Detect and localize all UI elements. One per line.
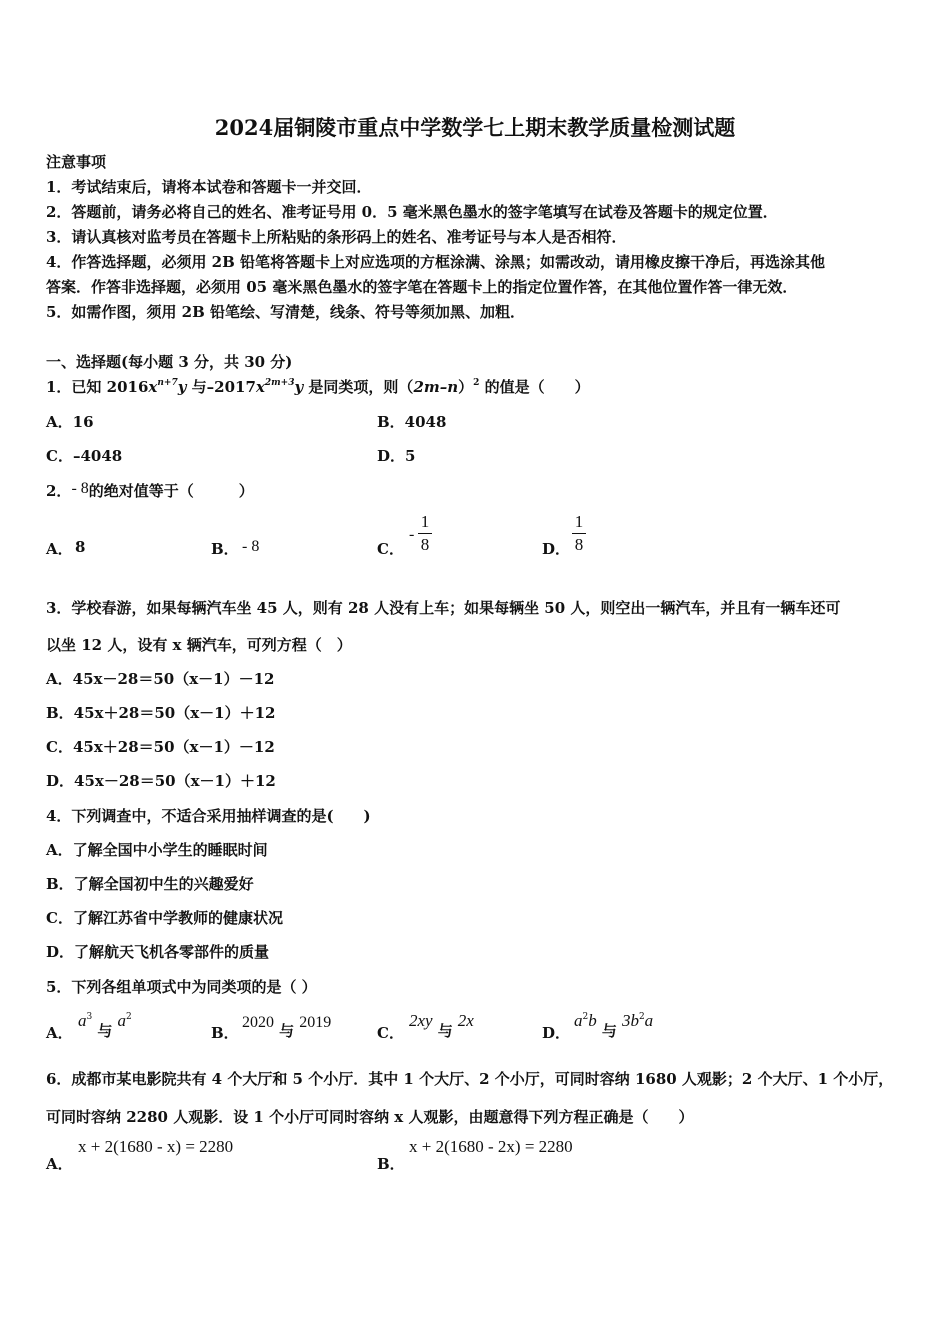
notice-heading: 注意事项 bbox=[46, 153, 107, 171]
notice-line-1: 1．考试结束后，请将本试卷和答题卡一并交回． bbox=[46, 178, 372, 196]
q5-b-and: 与 bbox=[279, 1022, 295, 1040]
q2-c-numerator: 1 bbox=[420, 512, 430, 531]
q5-d-base-1: a bbox=[574, 1011, 583, 1030]
q3-option-b[interactable]: B．45x＋28＝50（x－1）＋12 bbox=[46, 704, 276, 722]
q1-text-2: 与–2017 bbox=[186, 378, 256, 396]
q2-number: - 8 bbox=[71, 480, 89, 497]
q2-option-c-sign: - bbox=[409, 526, 415, 543]
q1-var-y2: y bbox=[294, 378, 304, 396]
q2-label-d[interactable]: D． bbox=[542, 540, 571, 558]
q4-option-b[interactable]: B．了解全国初中生的兴趣爱好 bbox=[46, 875, 254, 893]
q1-var-x2: x bbox=[255, 378, 265, 396]
q5-label-a[interactable]: A． bbox=[46, 1024, 73, 1042]
q4-option-c[interactable]: C．了解江苏省中学教师的健康状况 bbox=[46, 909, 283, 927]
q2-prefix: 2． bbox=[46, 482, 72, 500]
q1-var-x1: x bbox=[148, 378, 158, 396]
q5-d-var-b: b bbox=[588, 1011, 597, 1030]
q5-label-d[interactable]: D． bbox=[542, 1024, 571, 1042]
q2-d-fraction-bar bbox=[572, 533, 586, 534]
section-heading: 一、选择题(每小题 3 分，共 30 分) bbox=[46, 353, 293, 371]
q6-option-b[interactable]: x + 2(1680 - 2x) = 2280 bbox=[409, 1137, 573, 1156]
q6-stem-line-1: 6．成都市某电影院共有 4 个大厅和 5 个小厅．其中 1 个大厅、2 个小厅，可同时容纳 1680 人观影；2 个大厅、1 个小厅， bbox=[46, 1070, 894, 1088]
q2-d-numerator: 1 bbox=[574, 512, 584, 531]
q3-stem-line-1: 3．学校春游，如果每辆汽车坐 45 人，则有 28 人没有上车；如果每辆坐 50 人，则空出一辆汽车，并且有一辆车还可 bbox=[46, 599, 841, 617]
q5-d-exp-2: 2 bbox=[638, 1012, 645, 1022]
q6-label-b[interactable]: B． bbox=[377, 1155, 405, 1173]
q3-option-c[interactable]: C．45x＋28＝50（x－1）－12 bbox=[46, 738, 275, 756]
q5-option-c[interactable] bbox=[409, 1010, 474, 1040]
q5-option-a[interactable] bbox=[78, 1010, 132, 1040]
q5-d-and: 与 bbox=[601, 1022, 617, 1040]
notice-line-5: 答案．作答非选择题，必须用 05 毫米黑色墨水的签字笔在答题卡上的指定位置作答，在其他位置作答一律无效． bbox=[46, 278, 798, 296]
q5-a-and: 与 bbox=[97, 1022, 113, 1040]
q2-text: 的绝对值等于（ ） bbox=[88, 482, 254, 500]
q1-text-3: 是同类项，则（ bbox=[303, 378, 414, 396]
q5-d-var-a: a bbox=[644, 1011, 654, 1030]
q1-option-d[interactable]: D．5 bbox=[377, 447, 416, 465]
q6-label-a[interactable]: A． bbox=[46, 1155, 73, 1173]
q5-d-term-2: 3b bbox=[621, 1011, 639, 1030]
q5-d-exp-1: 2 bbox=[582, 1012, 589, 1022]
q2-option-b[interactable]: - 8 bbox=[242, 538, 260, 555]
q5-a-exp-1: 3 bbox=[86, 1012, 93, 1022]
q5-option-b[interactable] bbox=[242, 1011, 332, 1040]
q3-stem-line-2: 以坐 12 人，设有 x 辆汽车，可列方程（ ） bbox=[46, 636, 352, 654]
q5-b-term-1: 2020 bbox=[242, 1014, 274, 1031]
q5-a-base-1: a bbox=[78, 1011, 87, 1030]
q4-option-a[interactable]: A．了解全国中小学生的睡眠时间 bbox=[46, 841, 268, 859]
notice-line-4: 4．作答选择题，必须用 2B 铅笔将答题卡上对应选项的方框涂满、涂黑；如需改动，请用橡皮擦干净后，再选涂其他 bbox=[46, 253, 826, 271]
page-title: 2024届铜陵市重点中学数学七上期末教学质量检测试题 bbox=[214, 115, 736, 140]
q1-text-4: ） bbox=[458, 378, 474, 396]
q5-option-d[interactable] bbox=[574, 1010, 654, 1040]
q1-option-b[interactable]: B．4048 bbox=[377, 413, 447, 431]
q1-square: 2 bbox=[473, 378, 480, 388]
q1-text-5: 的值是（ ） bbox=[479, 378, 590, 396]
q2-label-a[interactable]: A． bbox=[46, 540, 73, 558]
q2-label-b[interactable]: B． bbox=[211, 540, 239, 558]
q5-a-base-2: a bbox=[117, 1011, 126, 1030]
q3-option-a[interactable]: A．45x－28＝50（x－1）－12 bbox=[46, 670, 275, 688]
notice-line-3: 3．请认真核对监考员在答题卡上所粘贴的条形码上的姓名、准考证号与本人是否相符． bbox=[46, 228, 627, 246]
notice-line-6: 5．如需作图，须用 2B 铅笔绘、写清楚，线条、符号等须加黑、加粗． bbox=[46, 303, 525, 321]
q6-stem-line-2: 可同时容纳 2280 人观影．设 1 个小厅可同时容纳 x 人观影，由题意得下列方程正确是（ ） bbox=[46, 1108, 694, 1126]
q1-exp-2: 2m+3 bbox=[264, 378, 295, 388]
q5-label-b[interactable]: B． bbox=[211, 1024, 239, 1042]
q2-option-c-fraction[interactable] bbox=[418, 512, 432, 555]
q6-option-a[interactable]: x + 2(1680 - x) = 2280 bbox=[78, 1137, 234, 1156]
q5-c-term-1: 2xy bbox=[409, 1011, 433, 1030]
q5-c-and: 与 bbox=[437, 1022, 453, 1040]
q5-c-term-2: 2x bbox=[457, 1011, 474, 1030]
q1-expr: 2m–n bbox=[413, 378, 459, 396]
notice-line-2: 2．答题前，请务必将自己的姓名、准考证号用 0．5 毫米黑色墨水的签字笔填写在试卷及答题卡的规定位置． bbox=[46, 203, 778, 221]
q4-stem: 4．下列调查中，不适合采用抽样调查的是( ) bbox=[46, 807, 371, 825]
q4-option-d[interactable]: D．了解航天飞机各零部件的质量 bbox=[46, 943, 270, 961]
q1-var-y1: y bbox=[177, 378, 187, 396]
q3-option-d[interactable]: D．45x－28＝50（x－1）＋12 bbox=[46, 772, 276, 790]
q2-d-denominator: 8 bbox=[574, 535, 584, 554]
q1-option-c[interactable]: C．–4048 bbox=[46, 447, 123, 465]
q2-stem bbox=[46, 480, 254, 501]
q2-option-d-fraction[interactable] bbox=[572, 512, 586, 555]
q1-exp-1: n+7 bbox=[157, 378, 178, 388]
q2-option-a[interactable]: 8 bbox=[75, 538, 86, 556]
q2-c-fraction-bar bbox=[418, 533, 432, 534]
q2-c-denominator: 8 bbox=[420, 535, 430, 554]
q1-stem bbox=[46, 376, 590, 397]
q5-stem: 5．下列各组单项式中为同类项的是（ ） bbox=[46, 978, 317, 996]
q5-b-term-2: 2019 bbox=[299, 1014, 332, 1031]
q5-a-exp-2: 2 bbox=[125, 1012, 132, 1022]
q2-label-c[interactable]: C． bbox=[377, 540, 404, 558]
q5-label-c[interactable]: C． bbox=[377, 1024, 404, 1042]
q1-option-a[interactable]: A．16 bbox=[46, 413, 94, 431]
q1-text-1: 1．已知 2016 bbox=[46, 378, 149, 396]
